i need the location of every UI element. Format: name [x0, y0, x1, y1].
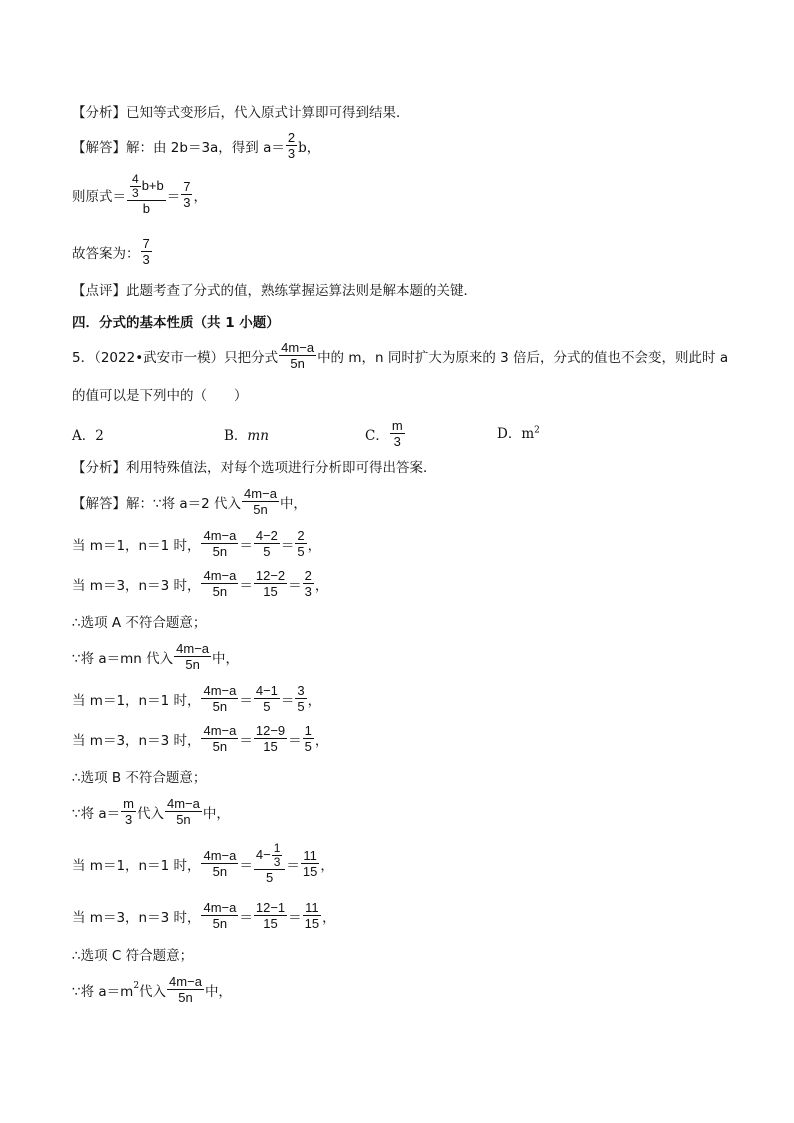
fraction: 2 3: [287, 130, 296, 161]
case-line: 当 m＝1，n＝1 时， 4m−a 5n ＝ 4−1 5 ＝ 3 5 ，: [72, 683, 322, 714]
option-b: B．mn: [224, 428, 269, 444]
case-line: 当 m＝1，n＝1 时， 4m−a 5n ＝ 4−2 5 ＝ 2 5 ，: [72, 528, 322, 559]
fraction: 7 3: [142, 236, 150, 267]
fraction: 7 3: [183, 179, 191, 210]
sub-c-line: ∵将 a＝ m 3 代入 4m−a 5n 中，: [72, 796, 230, 827]
case-line: 当 m＝3，n＝3 时， 4m−a 5n ＝ 12−2 15 ＝ 2 3 ，: [72, 568, 329, 599]
conclusion-line: ∴选项 C 符合题意；: [72, 948, 194, 964]
case-line: 当 m＝1，n＝1 时， 4m−a 5n ＝ 4− $\frac{1}{3}$ 5 ＝ 11 15 ，: [72, 841, 334, 885]
answer-line: 故答案为： 7 3: [72, 236, 150, 267]
option-a: A．2: [72, 428, 104, 444]
section-heading: 四．分式的基本性质（共 1 小题）: [72, 315, 280, 331]
option-d: D．$m^2$: [497, 425, 540, 442]
original-expression-line: 则原式＝ $\frac{4}{3}$ b+b b ＝ 7 3 ，: [72, 172, 207, 216]
conclusion-line: ∴选项 B 不符合题意；: [72, 770, 207, 786]
analysis-line-2: 【分析】利用特殊值法，对每个选项进行分析即可得出答案．: [72, 460, 437, 476]
question-line-2: 的值可以是下列中的（ ）: [72, 388, 248, 404]
fraction: 4m−a 5n: [281, 340, 315, 371]
case-line: 当 m＝3，n＝3 时， 4m−a 5n ＝ 12−9 15 ＝ 1 5 ，: [72, 723, 329, 754]
solution-line: 【解答】解：由 2b＝3a，得到 a＝ 2 3 b，: [72, 130, 321, 161]
sub-b-line: ∵将 a＝mn 代入 4m−a 5n 中，: [72, 641, 240, 672]
comment-line: 【点评】此题考查了分式的值，熟练掌握运算法则是解本题的关键．: [72, 283, 477, 299]
question-line: 5．（2022•武安市一模）只把分式 4m−a 5n 中的 m，n 同时扩大为原来的 3 倍后，分式的值也不会变，则此时 a: [72, 340, 729, 371]
compound-fraction: $\frac{4}{3}$ b+b b: [127, 173, 166, 216]
analysis-line: 【分析】已知等式变形后，代入原式计算即可得到结果．: [72, 105, 410, 121]
conclusion-line: ∴选项 A 不符合题意；: [72, 615, 207, 631]
sub-a-line: 【解答】解：∵将 a＝2 代入 4m−a 5n 中，: [72, 486, 307, 517]
option-c: C． m 3: [365, 418, 403, 449]
sub-d-line: ∵将 a＝m $^2$ 代入 4m−a 5n 中，: [72, 974, 232, 1005]
case-line: 当 m＝3，n＝3 时， 4m−a 5n ＝ 12−1 15 ＝ 11 15 ，: [72, 900, 336, 931]
options-row: [72, 418, 672, 448]
